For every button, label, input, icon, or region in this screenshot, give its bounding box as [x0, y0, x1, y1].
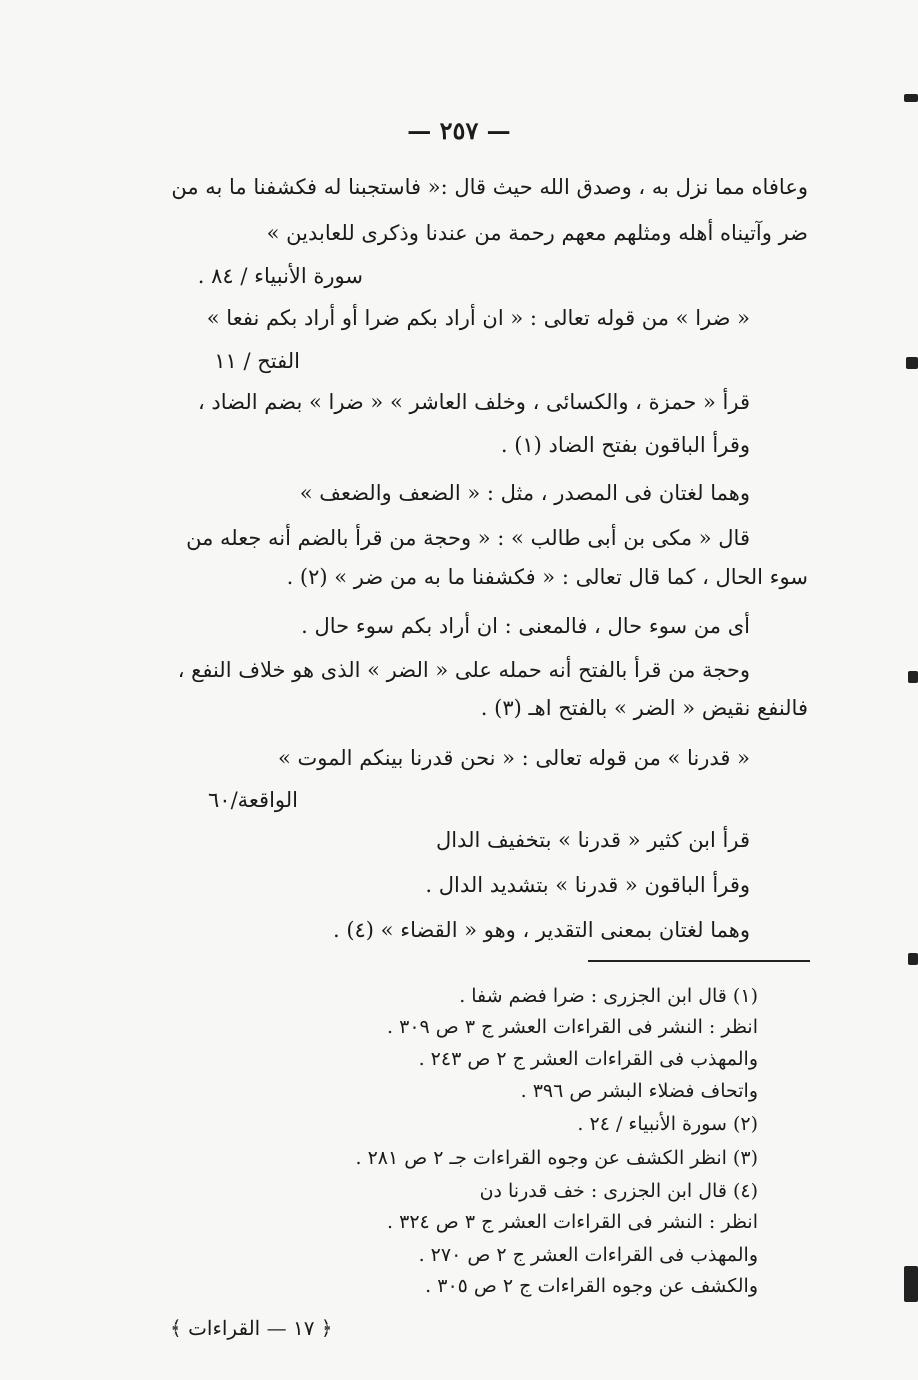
body-line: قرأ « حمزة ، والكسائى ، وخلف العاشر » « ضرا » بضم الضاد ، — [197, 390, 750, 414]
body-line: أى من سوء حال ، فالمعنى : ان أراد بكم سوء حال . — [301, 614, 750, 638]
body-line: فالنفع نقيض « الضر » بالفتح اهـ (٣) . — [480, 696, 808, 720]
body-line: « قدرنا » من قوله تعالى : « نحن قدرنا بينكم الموت » — [278, 746, 750, 770]
signature-mark: ﴿ ١٧ — القراءات ﴾ — [170, 1316, 333, 1340]
footnote-line: (٢) سورة الأنبياء / ٢٤ . — [577, 1113, 758, 1135]
footnote-line: (٣) انظر الكشف عن وجوه القراءات جـ ٢ ص ٢٨١ . — [355, 1147, 758, 1169]
page-number: — ٢٥٧ — — [407, 116, 511, 145]
scan-edge-mark — [904, 1266, 918, 1302]
body-line: سوء الحال ، كما قال تعالى : « فكشفنا ما به من ضر » (٢) . — [286, 565, 808, 589]
scan-edge-mark — [908, 671, 918, 683]
body-line: وحجة من قرأ بالفتح أنه حمله على « الضر » الذى هو خلاف النفع ، — [177, 658, 750, 682]
body-line: وقرأ الباقون « قدرنا » بتشديد الدال . — [425, 873, 750, 897]
footnote-line: انظر : النشر فى القراءات العشر ج ٣ ص ٣٢٤ . — [387, 1211, 758, 1233]
verse-reference: الفتح / ١١ — [214, 349, 300, 373]
verse-reference: سورة الأنبياء / ٨٤ . — [197, 264, 363, 288]
footnote-line: والمهذب فى القراءات العشر ج ٢ ص ٢٧٠ . — [418, 1244, 758, 1266]
footnote-line: (٤) قال ابن الجزرى : خف قدرنا دن — [479, 1180, 758, 1202]
footnote-line: واتحاف فضلاء البشر ص ٣٩٦ . — [520, 1080, 758, 1102]
footnote-line: والمهذب فى القراءات العشر ج ٢ ص ٢٤٣ . — [418, 1048, 758, 1070]
body-line: وهما لغتان بمعنى التقدير ، وهو « القضاء » (٤) . — [332, 918, 750, 942]
body-line: قرأ ابن كثير « قدرنا » بتخفيف الدال — [435, 828, 750, 852]
scan-edge-mark — [908, 953, 918, 965]
body-line: قال « مكى بن أبى طالب » : « وحجة من قرأ بالضم أنه جعله من — [186, 526, 750, 550]
body-line: وعافاه مما نزل به ، وصدق الله حيث قال :« فاستجبنا له فكشفنا ما به من — [171, 175, 808, 199]
body-line: « ضرا » من قوله تعالى : « ان أراد بكم ضرا أو أراد بكم نفعا » — [206, 306, 750, 330]
scan-edge-mark — [904, 94, 918, 102]
footnote-separator — [588, 960, 810, 962]
footnote-line: (١) قال ابن الجزرى : ضرا فضم شفا . — [459, 985, 758, 1007]
verse-reference: الواقعة/٦٠ — [208, 788, 298, 812]
body-line: ضر وآتيناه أهله ومثلهم معهم رحمة من عندنا وذكرى للعابدين » — [266, 221, 808, 245]
scan-edge-mark — [906, 357, 918, 369]
body-line: وهما لغتان فى المصدر ، مثل : « الضعف والضعف » — [299, 481, 750, 505]
body-line: وقرأ الباقون بفتح الضاد (١) . — [500, 433, 750, 457]
footnote-line: والكشف عن وجوه القراءات ج ٢ ص ٣٠٥ . — [425, 1275, 758, 1297]
footnote-line: انظر : النشر فى القراءات العشر ج ٣ ص ٣٠٩ . — [387, 1016, 758, 1038]
